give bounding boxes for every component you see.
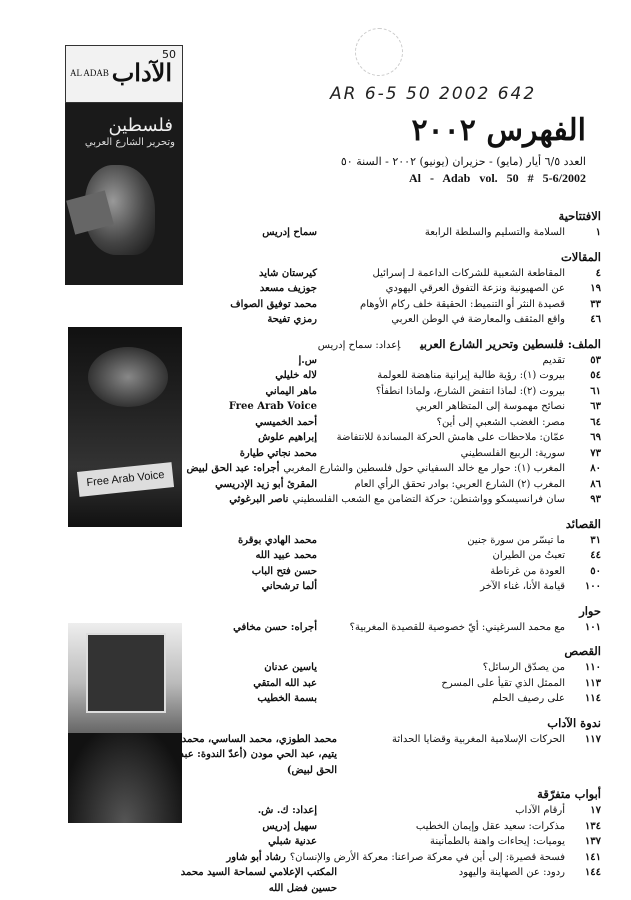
section-heading: ندوة الآداب: [547, 715, 601, 730]
section-heading: القصص: [564, 644, 601, 658]
toc-entry: [171, 312, 601, 328]
toc-entry: [171, 850, 601, 866]
crowd: [68, 733, 182, 823]
entry-author: محمد توفيق الصواف: [230, 298, 317, 310]
entry-title: تعبتُ من الطيران: [492, 550, 565, 561]
page-number: ٦٤: [590, 416, 601, 428]
cover-thumbnail: [65, 45, 183, 285]
toc-entry: [171, 819, 601, 835]
entry-author: أحمد الخميسي: [255, 416, 317, 428]
entry-author: ماهر اليماني: [265, 385, 317, 397]
toc-entry: [171, 368, 601, 384]
section-heading: حوار: [579, 603, 601, 618]
cover-title: فلسطين: [108, 115, 173, 136]
page-number: ٥٣: [590, 354, 601, 366]
entry-author: المقرئ أبو زيد الإدريسي: [215, 478, 317, 490]
toc-entry: [171, 446, 601, 462]
entry-title: الممثل الذي تقيأ على المسرح: [441, 677, 565, 689]
entry-title: مصر: الغضب الشعبي إلى أين؟: [436, 416, 565, 428]
section-editor: إعداد: سماح إدريس: [317, 339, 401, 351]
page-number: ١٣٤: [584, 820, 601, 832]
toc-entry: [171, 477, 601, 493]
toc-entry: [171, 297, 601, 313]
stamp-mark: [355, 28, 403, 76]
page-number: ١٤٤: [584, 867, 601, 878]
entry-author: ناصر البرغوثي: [229, 494, 289, 505]
entry-title: أرقام الآداب: [515, 805, 565, 816]
entry-author: المكتب الإعلامي لسماحة السيد محمد حسين فضل الله: [180, 867, 337, 894]
protest-sign: Free Arab Voice: [77, 462, 174, 497]
entry-title: يوميات: إيحاءات واهنة بالطمأنينة: [430, 836, 565, 847]
entry-author: حسن فتح الباب: [251, 565, 317, 577]
crowd-poster-photo: [68, 623, 182, 823]
section-heading: المقالات: [560, 249, 601, 264]
entry-author: Free Arab Voice: [228, 401, 317, 412]
page-number: ١١٠: [584, 662, 601, 673]
toc-entry: [171, 266, 601, 282]
toc-entry: [171, 225, 601, 241]
toc-entry: [171, 430, 601, 446]
page-number: ١: [595, 227, 601, 238]
entry-title: واقع المثقف والمعارضة في الوطن العربي: [391, 314, 565, 325]
page-title: الفهرس ٢٠٠٢: [411, 113, 586, 148]
toc-entry: [171, 415, 601, 431]
toc-entry: [171, 660, 601, 676]
issue-info-ar: العدد ٦/٥ أيار (مايو) - حزيران (يونيو) ٢٠٠٢ - السنة ٥٠: [340, 155, 586, 168]
toc-entry: [171, 620, 601, 636]
section-heading: الافتتاحية: [558, 209, 601, 223]
entry-title: بيروت (٢): لماذا انتفض الشارع، ولماذا انطفأ؟: [375, 385, 565, 397]
toc-entry: [171, 564, 601, 580]
entry-title: على رصيف الحلم: [492, 693, 565, 704]
page-number: ٣٣: [590, 298, 601, 310]
entry-author: سهيل إدريس: [262, 820, 317, 832]
entry-author: جوزيف مسعد: [259, 283, 317, 294]
page-number: ٤٤: [590, 550, 601, 561]
toc-entry: [171, 676, 601, 692]
table-of-contents: [171, 200, 601, 896]
section-heading: القصائد: [565, 516, 601, 531]
toc-entry: [171, 865, 601, 896]
entry-author: سماح إدريس: [262, 227, 317, 238]
toc-entry: [171, 579, 601, 595]
entry-author: رشاد أبو شاور: [226, 851, 286, 863]
entry-title: من يصدّق الرسائل؟: [482, 662, 565, 673]
section-heading: الملف: فلسطين وتحرير الشارع العربيإعداد: سماح إدريس: [317, 336, 601, 351]
page-number: ١٠٠: [584, 581, 601, 592]
toc-entry: [171, 548, 601, 564]
entry-author: محمد الهادي بوقرة: [237, 534, 317, 546]
entry-title: نصائح مهموسة إلى المتظاهر العربي: [415, 401, 565, 412]
entry-author: عبد الله المتقي: [253, 677, 317, 689]
entry-title: المقاطعة الشعبية للشركات الداعمة لـ إسرائيل: [372, 267, 565, 279]
page-number: ١٤١: [584, 851, 601, 863]
logo: الآداب: [111, 58, 172, 87]
cover-masthead: [65, 45, 183, 103]
handwritten-note: AR 6-5 50 2002 642: [330, 84, 537, 104]
entry-title: فسحة قصيرة: إلى أين في معركة صراعنا: معركة الأرض والإنسان؟: [289, 851, 565, 863]
page-number: ٦٩: [590, 432, 601, 443]
entry-author: لاله خليلي: [275, 370, 317, 381]
entry-title: ما تيسّر من سورة جنين: [467, 534, 565, 546]
entry-author: محمد عبيد الله: [255, 550, 317, 561]
toc-entry: [171, 691, 601, 707]
page-number: ٦١: [590, 385, 601, 397]
page-number: ٨٠: [590, 463, 601, 474]
page-number: ٣١: [590, 534, 601, 546]
entry-title: تقديم: [542, 354, 565, 366]
entry-title: المغرب (١): حوار مع خالد السفياني حول فلسطين والشارع المغربي: [283, 463, 565, 474]
page-number: ٨٦: [590, 478, 601, 490]
page-number: ٥٠: [590, 565, 601, 577]
toc-entry: [171, 834, 601, 850]
entry-title: الحركات الإسلامية المغربية وقضايا الحداثة: [391, 733, 565, 745]
toc-entry: [171, 461, 601, 477]
entry-author: بسمة الخطيب: [257, 693, 317, 704]
entry-title: سورية: الربيع الفلسطيني: [460, 447, 565, 459]
page-number: ٦٣: [590, 401, 601, 412]
entry-author: ألما ترشحاني: [261, 581, 317, 592]
photo-flare: [88, 347, 168, 407]
section-heading: أبواب متفرّقة: [537, 787, 601, 801]
entry-author: محمد نجاتي طيارة: [239, 447, 317, 459]
entry-title: عمّان: ملاحظات على هامش الحركة المساندة للانتفاضة: [336, 432, 565, 443]
entry-author: ياسين عدنان: [264, 662, 317, 673]
toc-entry: [171, 353, 601, 369]
entry-author: أجراه: حسن مخافي: [233, 621, 317, 633]
entry-author: رمزي تفيحة: [267, 314, 317, 325]
toc-entry: [171, 533, 601, 549]
entry-author: إعداد: ك. ش.: [257, 805, 317, 816]
issue-number: 50: [162, 48, 176, 61]
page-number: ٤: [595, 267, 601, 279]
entry-title: سان فرانسيسكو وواشنطن: حركة التضامن مع الشعب الفلسطيني: [292, 494, 565, 505]
issue-info-en: Al - Adab vol. 50 # 5-6/2002: [408, 171, 586, 185]
toc-entry: [171, 399, 601, 415]
page-number: ٧٣: [590, 447, 601, 459]
page-number: ١٩: [590, 283, 601, 294]
entry-title: المغرب (٢) الشارع العربي: بوادر تحقق الرأي العام: [354, 478, 565, 490]
toc-entry: [171, 492, 601, 508]
entry-author: كيرستان شايد: [258, 267, 317, 279]
entry-author: محمد الطوزي، محمد الساسي، محمد يتيم، عبد الحي مودن (أعدّ الندوة: عبد الحق لبيض): [179, 733, 337, 776]
poster: [86, 633, 166, 713]
entry-author: عدنية شبلي: [268, 836, 317, 847]
cover-subtitle: وتحرير الشارع العربي: [84, 137, 175, 148]
entry-title: مع محمد السرغيني: أيّ خصوصية للقصيدة المغربية؟: [349, 621, 565, 633]
entry-title: عن الصهيونية ونزعة التفوق العرقي اليهودي: [385, 283, 565, 294]
entry-title: السلامة والتسليم والسلطة الرابعة: [424, 227, 565, 238]
page-number: ٥٤: [590, 370, 601, 381]
page-number: ١١٣: [584, 677, 601, 689]
entry-author: إبراهيم علوش: [258, 432, 317, 443]
page-number: ١١٤: [584, 693, 601, 704]
page-number: ١٠١: [584, 621, 601, 633]
entry-title: مذكرات: سعيد عقل وإيمان الخطيب: [415, 820, 565, 832]
entry-title: قيامة الأنا، غناء الآخر: [480, 581, 565, 592]
page-number: ١٧: [590, 805, 601, 816]
page-number: ٤٦: [590, 314, 601, 325]
toc-entry: [171, 732, 601, 779]
page-number: ١١٧: [584, 733, 601, 745]
entry-author: س.إ: [298, 354, 317, 366]
entry-title: ردود: عن الصهاينة واليهود: [458, 867, 565, 878]
toc-entry: [171, 803, 601, 819]
entry-title: العودة من غرناطة: [490, 565, 565, 577]
toc-entry: [171, 281, 601, 297]
entry-author: أجراه: عبد الحق لبيض: [186, 463, 280, 474]
page-number: ١٣٧: [584, 836, 601, 847]
logo-en: AL ADAB: [70, 68, 109, 78]
entry-title: قصيدة النثر أو التنميط: الحقيقة خلف ركام الأوهام: [360, 298, 565, 310]
page-number: ٩٣: [590, 494, 601, 505]
toc-entry: [171, 384, 601, 400]
entry-title: بيروت (١): رؤية طالبة إيرانية مناهضة للعولمة: [377, 370, 565, 381]
